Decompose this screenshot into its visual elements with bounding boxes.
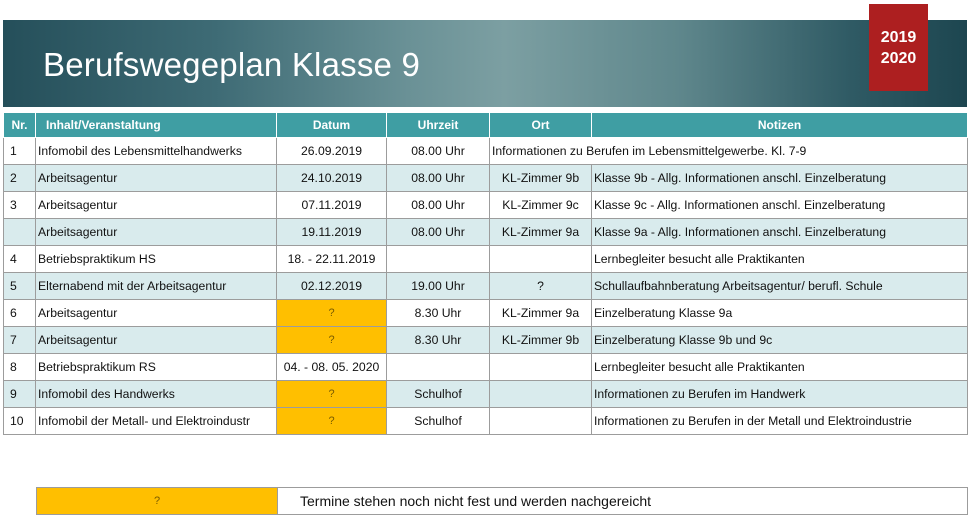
table-row <box>4 246 968 273</box>
cell-notizen: Informationen zu Berufen im Handwerk <box>592 381 968 408</box>
col-header-notizen: Notizen <box>592 113 968 138</box>
table-row <box>4 192 968 219</box>
cell-ort <box>490 408 592 435</box>
cell-inhalt: Elternabend mit der Arbeitsagentur <box>36 273 277 300</box>
cell-uhrzeit: Schulhof <box>387 381 490 408</box>
cell-uhrzeit: 19.00 Uhr <box>387 273 490 300</box>
cell-inhalt: Arbeitsagentur <box>36 300 277 327</box>
cell-ort: KL-Zimmer 9a <box>490 219 592 246</box>
table-row <box>4 138 968 165</box>
col-header-datum: Datum <box>277 113 387 138</box>
table-row <box>4 300 968 327</box>
cell-nr: 10 <box>4 408 36 435</box>
cell-ort <box>490 246 592 273</box>
legend <box>36 487 968 515</box>
col-header-nr: Nr. <box>4 113 36 138</box>
cell-datum: ? <box>277 408 387 435</box>
cell-uhrzeit <box>387 354 490 381</box>
table-row <box>4 273 968 300</box>
cell-nr: 9 <box>4 381 36 408</box>
cell-notizen: Informationen zu Berufen in der Metall und Elektroindustrie <box>592 408 968 435</box>
table-row <box>4 408 968 435</box>
cell-uhrzeit: 08.00 Uhr <box>387 138 490 165</box>
schedule-table <box>3 112 968 435</box>
table-row <box>4 381 968 408</box>
cell-inhalt: Arbeitsagentur <box>36 192 277 219</box>
cell-uhrzeit: 8.30 Uhr <box>387 300 490 327</box>
schedule-table-body <box>4 138 968 435</box>
col-header-inhalt: Inhalt/Veranstaltung <box>36 113 277 138</box>
cell-ort: KL-Zimmer 9b <box>490 165 592 192</box>
cell-datum: ? <box>277 300 387 327</box>
cell-inhalt: Arbeitsagentur <box>36 219 277 246</box>
cell-uhrzeit: 08.00 Uhr <box>387 165 490 192</box>
page-title: Berufswegeplan Klasse 9 <box>43 46 420 83</box>
year-start: 2019 <box>880 28 917 46</box>
legend-pending-swatch: ? <box>37 488 278 514</box>
table-row <box>4 327 968 354</box>
cell-ort: ? <box>490 273 592 300</box>
cell-ort <box>490 381 592 408</box>
cell-notizen: Klasse 9c - Allg. Informationen anschl. Einzelberatung <box>592 192 968 219</box>
cell-nr: 6 <box>4 300 36 327</box>
cell-nr: 1 <box>4 138 36 165</box>
cell-datum: 07.11.2019 <box>277 192 387 219</box>
cell-uhrzeit: 08.00 Uhr <box>387 219 490 246</box>
cell-notizen: Klasse 9a - Allg. Informationen anschl. Einzelberatung <box>592 219 968 246</box>
cell-inhalt: Infomobil des Handwerks <box>36 381 277 408</box>
cell-notizen: Schullaufbahnberatung Arbeitsagentur/ berufl. Schule <box>592 273 968 300</box>
cell-inhalt: Betriebspraktikum HS <box>36 246 277 273</box>
cell-datum: 04. - 08. 05. 2020 <box>277 354 387 381</box>
cell-inhalt: Arbeitsagentur <box>36 327 277 354</box>
cell-notizen: Informationen zu Berufen im Lebensmittelgewerbe. Kl. 7-9 <box>490 138 968 165</box>
legend-text: Termine stehen noch nicht fest und werden nachgereicht <box>300 493 651 509</box>
cell-datum: 18. - 22.11.2019 <box>277 246 387 273</box>
cell-inhalt: Infomobil des Lebensmittelhandwerks <box>36 138 277 165</box>
table-row <box>4 354 968 381</box>
cell-ort: KL-Zimmer 9a <box>490 300 592 327</box>
cell-nr: 3 <box>4 192 36 219</box>
col-header-ort: Ort <box>490 113 592 138</box>
cell-nr: 2 <box>4 165 36 192</box>
cell-nr: 8 <box>4 354 36 381</box>
cell-datum: 02.12.2019 <box>277 273 387 300</box>
col-header-uhrzeit: Uhrzeit <box>387 113 490 138</box>
cell-nr <box>4 219 36 246</box>
schedule-table-header <box>4 113 968 138</box>
cell-nr: 4 <box>4 246 36 273</box>
table-row <box>4 219 968 246</box>
cell-datum: ? <box>277 327 387 354</box>
table-row <box>4 165 968 192</box>
cell-notizen: Einzelberatung Klasse 9b und 9c <box>592 327 968 354</box>
cell-ort: KL-Zimmer 9b <box>490 327 592 354</box>
cell-uhrzeit: Schulhof <box>387 408 490 435</box>
cell-inhalt: Betriebspraktikum RS <box>36 354 277 381</box>
cell-ort <box>490 354 592 381</box>
cell-datum: 26.09.2019 <box>277 138 387 165</box>
cell-notizen: Einzelberatung Klasse 9a <box>592 300 968 327</box>
cell-uhrzeit <box>387 246 490 273</box>
title-banner <box>3 20 967 107</box>
cell-uhrzeit: 8.30 Uhr <box>387 327 490 354</box>
cell-nr: 5 <box>4 273 36 300</box>
cell-notizen: Lernbegleiter besucht alle Praktikanten <box>592 246 968 273</box>
cell-nr: 7 <box>4 327 36 354</box>
year-end: 2020 <box>880 49 917 67</box>
cell-datum: 24.10.2019 <box>277 165 387 192</box>
cell-uhrzeit: 08.00 Uhr <box>387 192 490 219</box>
cell-inhalt: Infomobil der Metall- und Elektroindustr <box>36 408 277 435</box>
school-year-badge <box>869 4 928 91</box>
cell-ort: KL-Zimmer 9c <box>490 192 592 219</box>
cell-datum: ? <box>277 381 387 408</box>
cell-notizen: Lernbegleiter besucht alle Praktikanten <box>592 354 968 381</box>
header-row <box>4 113 968 138</box>
cell-datum: 19.11.2019 <box>277 219 387 246</box>
cell-inhalt: Arbeitsagentur <box>36 165 277 192</box>
cell-notizen: Klasse 9b - Allg. Informationen anschl. Einzelberatung <box>592 165 968 192</box>
